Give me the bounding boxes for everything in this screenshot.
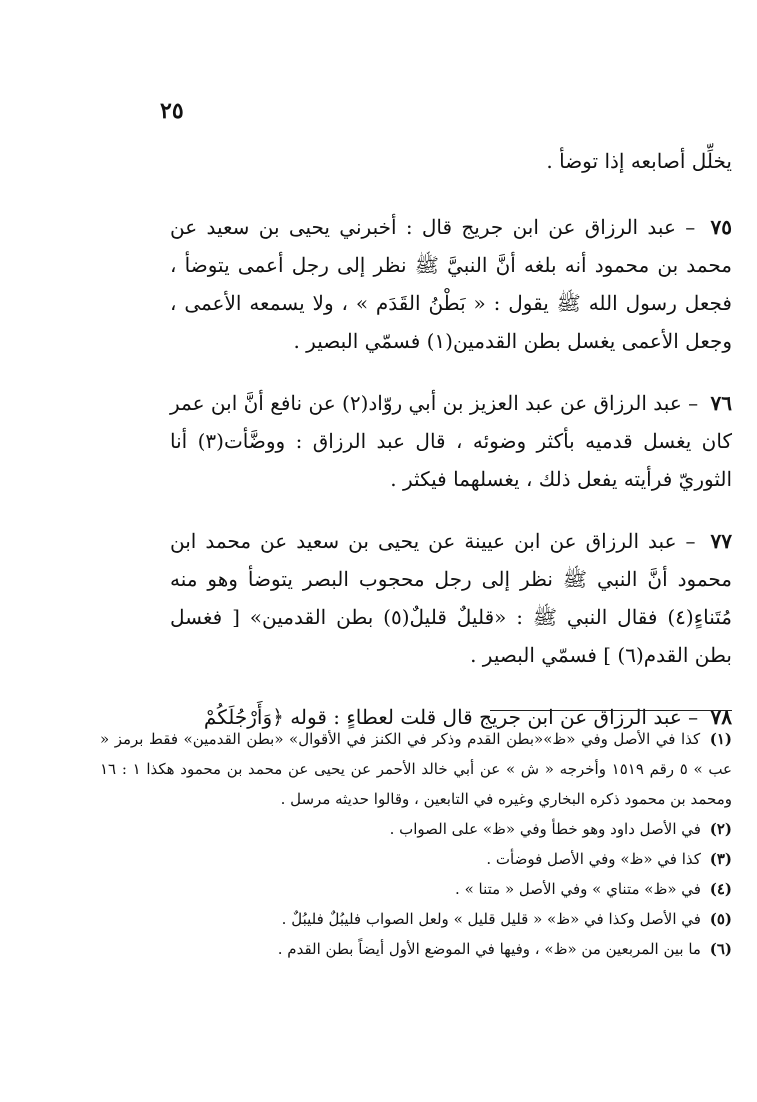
hadith-number: ٧٧: [710, 529, 733, 553]
footnote-marker: (٦): [709, 940, 732, 958]
hadith-number: ٧٨: [710, 705, 732, 729]
hadith-text: – عبد الرزاق عن ابن عيينة عن يحيى بن سعيد عن محمد ابن محمود أنَّ النبي ﷺ نظر إلى رجل محجوب البصر يتوضأ وهو منه مُتَناءٍ(٤) فقال النبي ﷺ : «قليلٌ قليلٌ(٥) بطن القدمين» [ فغسل بطن القدم(٦) ] فسمّي البصير .: [170, 529, 733, 667]
footnote-marker: (٣): [709, 850, 732, 868]
footnote-divider: [490, 710, 732, 711]
footnote-text: كذا في الأصل وفي «ظ»«بطن القدم وذكر في الكنز في الأقوال» «بطن القدمين» فقط برمز « عب » ٥ رقم ١٥١٩ وأخرجه « ش » عن أبي خالد الأحمر عن يحيى عن محمد بن محمود هكذا ١ : ١٦ ومحمد بن محمود ذكره البخاري وغيره في التابعين ، وقالوا حديثه مرسل .: [100, 730, 732, 808]
hadith-text: – عبد الرزاق عن ابن جريج قال قلت لعطاءٍ : قوله ﴿وَأَرْجُلَكُمْ: [203, 705, 699, 729]
footnote-text: كذا في «ظ» وفي الأصل فوضأت .: [486, 850, 701, 868]
footnote-text: في الأصل داود وهو خطأ وفي «ظ» على الصواب .: [389, 820, 701, 838]
footnote-marker: (٤): [709, 880, 732, 898]
hadith-75: [170, 208, 732, 360]
page-number: ٢٥: [160, 98, 184, 124]
footnote-4: [100, 874, 732, 904]
footnote-5: [100, 904, 732, 934]
hadith-number: ٧٦: [710, 391, 732, 415]
main-text: [170, 142, 732, 760]
footnote-marker: (١): [709, 730, 732, 748]
footnote-text: في «ظ» متناي » وفي الأصل « متنا » .: [455, 880, 701, 898]
footnote-marker: (٢): [709, 820, 732, 838]
footnote-2: [100, 814, 732, 844]
hadith-number: ٧٥: [710, 215, 732, 239]
footnote-3: [100, 844, 732, 874]
footnote-6: [100, 934, 732, 964]
hadith-text: – عبد الرزاق عن عبد العزيز بن أبي روّاد(٢) عن نافع أنَّ ابن عمر كان يغسل قدميه بأكثر وضوئه ، قال عبد الرزاق : ووضَّأت(٣) أنا الثوريّ فرأيته يفعل ذلك ، يغسلهما فيكثر .: [170, 391, 732, 491]
opening-line: يخلِّل أصابعه إذا توضأ .: [546, 149, 732, 173]
footnotes: [100, 724, 732, 964]
footnote-1: [100, 724, 732, 814]
hadith-text: – عبد الرزاق عن ابن جريج قال : أخبرني يحيى بن سعيد عن محمد بن محمود أنه بلغه أنَّ النبيَّ ﷺ نظر إلى رجل أعمى يتوضأ ، فجعل رسول الله ﷺ يقول : « بَطْنُ القَدَم » ، ولا يسمعه الأعمى ، وجعل الأعمى يغسل بطن القدمين(١) فسمّي البصير .: [170, 215, 732, 353]
hadith-77: [170, 522, 732, 674]
footnote-text: ما بين المربعين من «ظ» ، وفيها في الموضع الأول أيضاً بطن القدم .: [277, 940, 701, 958]
footnote-marker: (٥): [709, 910, 732, 928]
footnote-text: في الأصل وكذا في «ظ» « قليل قليل » ولعل الصواب فليبُلٌ فليبُلٌ .: [281, 910, 701, 928]
hadith-76: [170, 384, 732, 498]
